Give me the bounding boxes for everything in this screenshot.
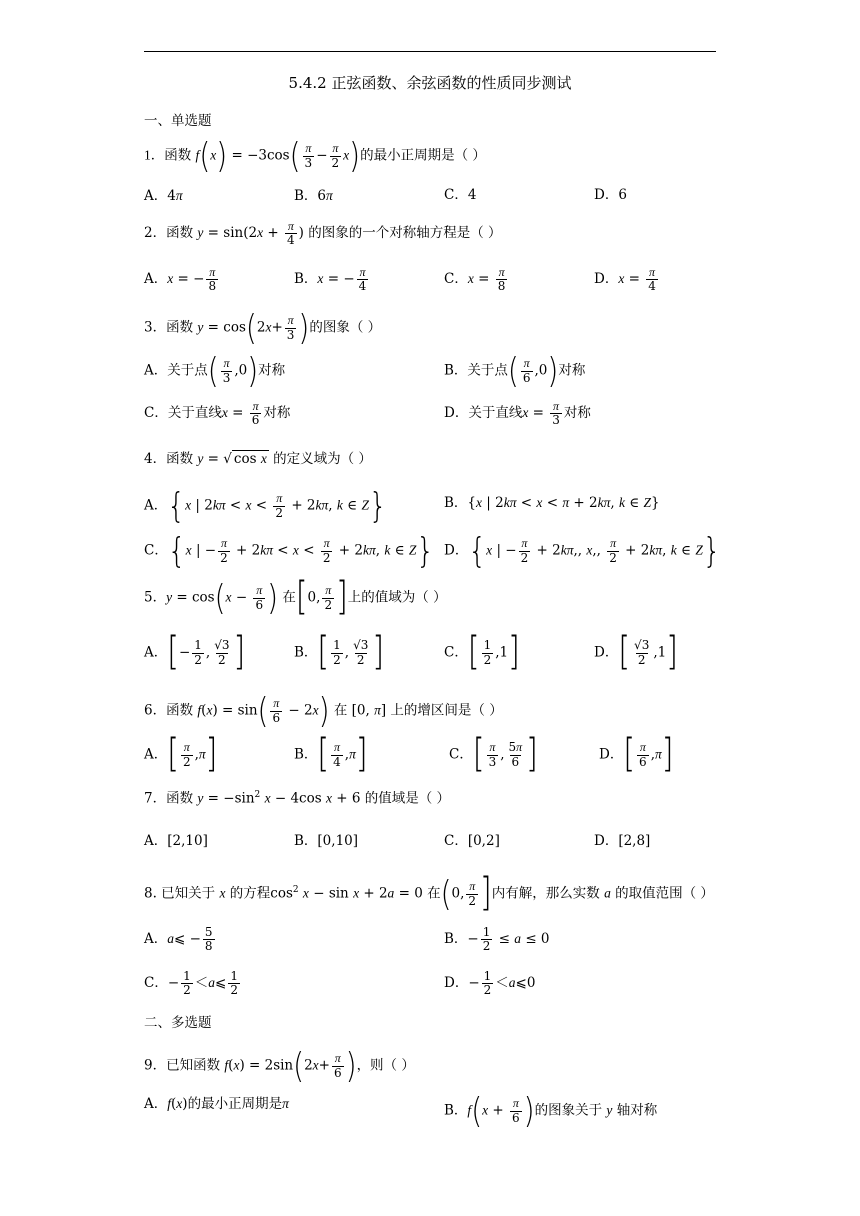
q2-option-d[interactable]: D．x = $\frac{\pi}{4}$ [594, 265, 656, 294]
q7-option-a[interactable]: A．[2,10] [144, 833, 208, 849]
q1-option-b[interactable]: B．6π [294, 188, 333, 204]
q8-option-b[interactable]: B．− $\frac{1}{2}$ ≤ a ≤ 0 [444, 925, 550, 954]
q8-option-d[interactable]: D．− $\frac{1}{2}$ ＜a⩽0 [444, 969, 536, 998]
page-title: 5.4.2 正弦函数、余弦函数的性质同步测试 [288, 74, 572, 92]
q7-option-d[interactable]: D．[2,8] [594, 833, 651, 849]
q3-option-b[interactable]: B．关于点( $\frac{\pi}{6}$ ,0)对称 [444, 349, 586, 391]
q8-option-c[interactable]: C．− $\frac{1}{2}$ ＜a⩽ $\frac{1}{2}$ [144, 969, 238, 998]
q6-option-d[interactable]: D．[ $\frac{\pi}{6}$ ,π] [599, 731, 674, 778]
question-3: 3．函数 y = cos(2x+ $\frac{\pi}{3}$ )的图象（ ） [144, 306, 382, 348]
question-1: 1．函数 f(x) = −3cos( $\frac{\pi}{3}$ − $\frac{\pi}{2}$ x)的最小正周期是（ ） [144, 134, 486, 176]
q2-option-a[interactable]: A．x = − $\frac{\pi}{8}$ [144, 265, 217, 294]
question-5: 5．y = cos(x − $\frac{\pi}{6}$ ) 在[0, $\frac{\pi}{2}$ ]上的值域为（ ） [144, 574, 447, 621]
q4-option-d[interactable]: D．{x | − $\frac{\pi}{2}$ + 2kπ,, x,, $\frac{\pi}{2}$ + 2kπ, k ∈ Z} [444, 529, 721, 571]
question-6: 6．函数 f(x) = sin( $\frac{\pi}{6}$ − 2x) 在 [0, π] 上的增区间是（ ） [144, 689, 503, 731]
section-multi-choice: 二、多选题 [144, 1015, 212, 1031]
question-9: 9．已知函数 f(x) = 2sin(2x+ $\frac{\pi}{6}$ )，则（ ） [144, 1044, 415, 1086]
q5-option-a[interactable]: A．[− $\frac{1}{2}$ , $\frac{√3}{2}$ ] [144, 629, 246, 676]
question-7: 7．函数 $y = -\sin^2$ x − 4cos x + 6 的值域是（ ） [144, 790, 451, 807]
q3-option-c[interactable]: C．关于直线x = $\frac{\pi}{6}$ 对称 [144, 399, 291, 428]
q7-option-c[interactable]: C．[0,2] [444, 833, 500, 849]
q5-option-b[interactable]: B．[ $\frac{1}{2}$ , $\frac{√3}{2}$ ] [294, 629, 385, 676]
q5-option-c[interactable]: C．[ $\frac{1}{2}$ ,1] [444, 629, 520, 676]
header-rule [144, 51, 716, 52]
q3-option-a[interactable]: A．关于点( $\frac{\pi}{3}$ ,0)对称 [144, 349, 286, 391]
question-8: 8. 已知关于 x 的方程$\cos^2 x - \sin x + 2a = 0$ 在(0, $\frac{\pi}{2}$ ]内有解，那么实数 a 的取值范围（ ） [144, 870, 714, 917]
q4-option-a[interactable]: A．{x | 2kπ < x < $\frac{\pi}{2}$ + 2kπ, k ∈ Z} [144, 484, 387, 526]
question-2: 2．函数 y = sin(2x + $\frac{\pi}{4}$ ) 的图象的一个对称轴方程是（ ） [144, 219, 502, 248]
q9-option-a[interactable]: A．f(x)的最小正周期是π [144, 1096, 289, 1112]
q2-option-b[interactable]: B．x = − $\frac{\pi}{4}$ [294, 265, 367, 294]
q8-option-a[interactable]: A．a⩽ − $\frac{5}{8}$ [144, 925, 213, 954]
q1-option-d[interactable]: D．6 [594, 187, 627, 203]
question-4: 4．函数 y = √ cos x 的定义域为（ ） [144, 451, 372, 467]
q7-option-b[interactable]: B．[0,10] [294, 833, 359, 849]
q9-option-b[interactable]: B．f(x + $\frac{\pi}{6}$ )的图象关于 y 轴对称 [444, 1089, 658, 1131]
q4-option-b[interactable]: B．{x | 2kπ < x < π + 2kπ, k ∈ Z} [444, 495, 660, 511]
q5-option-d[interactable]: D．[ $\frac{√3}{2}$ ,1] [594, 629, 678, 676]
section-single-choice: 一、单选题 [144, 113, 212, 129]
q1-option-a[interactable]: A．4π [144, 188, 183, 204]
q6-option-a[interactable]: A．[ $\frac{\pi}{2}$ ,π] [144, 731, 218, 778]
q1-option-c[interactable]: C．4 [444, 187, 477, 203]
q3-option-d[interactable]: D．关于直线x = $\frac{\pi}{3}$ 对称 [444, 399, 591, 428]
q6-option-b[interactable]: B．[ $\frac{\pi}{4}$ ,π] [294, 731, 368, 778]
q2-option-c[interactable]: C．x = $\frac{\pi}{8}$ [444, 265, 506, 294]
q4-option-c[interactable]: C．{x | − $\frac{\pi}{2}$ + 2kπ < x < $\frac{\pi}{2}$ + 2kπ, k ∈ Z} [144, 529, 435, 571]
q6-option-c[interactable]: C．[ $\frac{\pi}{3}$ , $\frac{5\pi}{6}$ ] [449, 731, 538, 778]
